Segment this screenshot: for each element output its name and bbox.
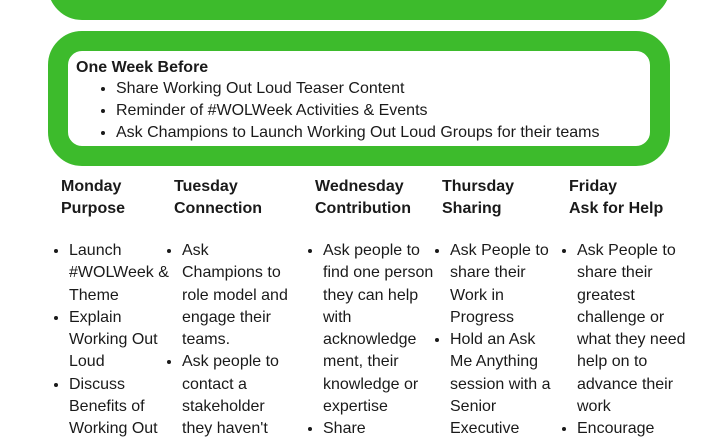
- monday-column: [51, 176, 171, 441]
- list-item: • Explain Working Out Loud: [69, 307, 171, 374]
- tuesday-column: [164, 176, 292, 441]
- one-week-before-section: [76, 57, 656, 144]
- monday-heading: [61, 176, 171, 220]
- list-item: • Share Working Out Loud Teaser Content: [116, 78, 656, 100]
- friday-column: [559, 176, 689, 441]
- thursday-list: [432, 240, 562, 441]
- one-week-before-title: One Week Before: [76, 59, 209, 76]
- one-week-before-list: [76, 78, 656, 144]
- day-name: Wednesday: [315, 178, 404, 195]
- list-item: • Ask People to share their Work in Progress: [450, 240, 562, 329]
- list-item: • Launch #WOLWeek & Theme: [69, 240, 171, 307]
- day-theme: Connection: [174, 200, 262, 217]
- day-theme: Contribution: [315, 200, 411, 217]
- thursday-column: [432, 176, 562, 441]
- thursday-heading: [442, 176, 562, 220]
- list-item: • Ask people to find one person they can help with acknowledge ment, their knowledge or expertise: [323, 240, 435, 418]
- tuesday-list: [164, 240, 292, 441]
- list-item: • Ask Champions to role model and engage their teams.: [182, 240, 292, 351]
- list-item: • Ask Champions to Launch Working Out Loud Groups for their teams: [116, 122, 656, 144]
- list-item: • Reminder of #WOLWeek Activities & Events: [116, 100, 656, 122]
- day-name: Monday: [61, 178, 122, 195]
- day-theme: Sharing: [442, 200, 502, 217]
- friday-list: [559, 240, 689, 441]
- day-name: Tuesday: [174, 178, 238, 195]
- day-name: Thursday: [442, 178, 515, 195]
- list-item: • Ask people to contact a stakeholder they haven't: [182, 351, 292, 440]
- day-theme: Ask for Help: [569, 200, 664, 217]
- wednesday-column: [305, 176, 435, 441]
- tuesday-heading: [174, 176, 292, 220]
- list-item: • Encourage: [577, 418, 689, 440]
- previous-section-box: [48, 0, 670, 20]
- list-item: • Ask People to share their greatest challenge or what they need help on to advance their work: [577, 240, 689, 418]
- day-theme: Purpose: [61, 200, 126, 217]
- monday-list: [51, 240, 171, 441]
- list-item: • Discuss Benefits of Working Out: [69, 374, 171, 441]
- day-name: Friday: [569, 178, 618, 195]
- friday-heading: [569, 176, 689, 220]
- wednesday-heading: [315, 176, 435, 220]
- wednesday-list: [305, 240, 435, 441]
- list-item: • Hold an Ask Me Anything session with a Senior Executive: [450, 329, 562, 440]
- list-item: • Share: [323, 418, 435, 440]
